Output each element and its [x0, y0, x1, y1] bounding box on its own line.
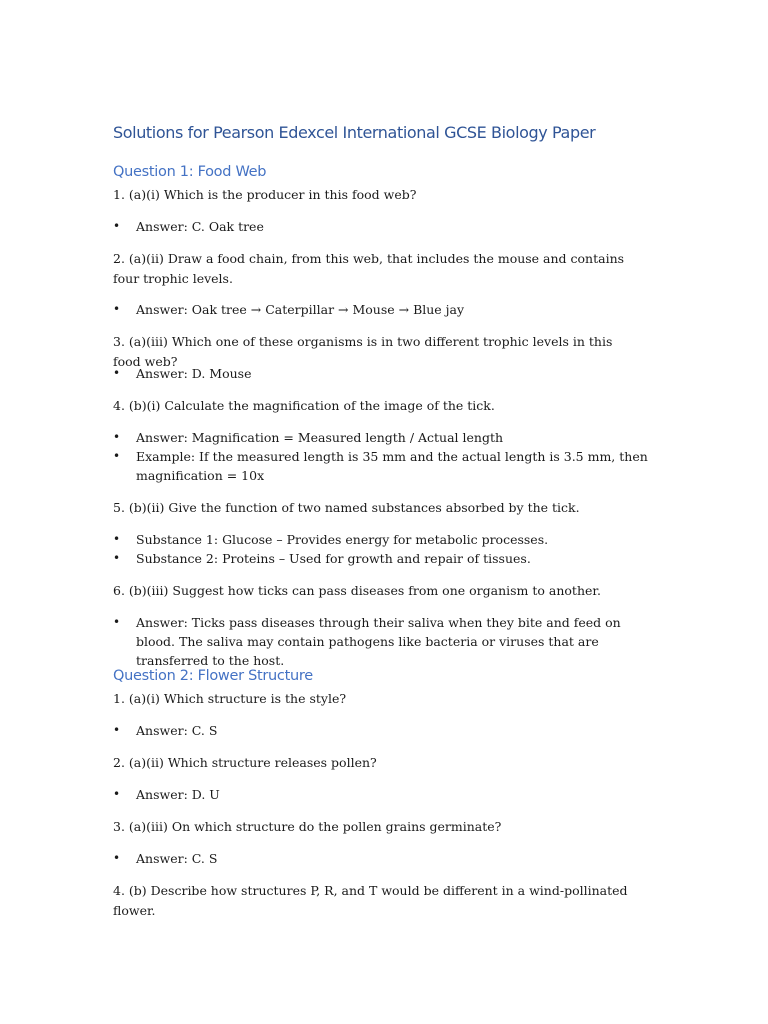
- section-heading-flower-structure: Question 2: Flower Structure: [113, 668, 313, 684]
- page-title: Solutions for Pearson Edexcel International GCSE Biology Paper: [113, 123, 596, 142]
- answer-text: Answer: Oak tree → Caterpillar → Mouse → Blue jay: [136, 302, 465, 317]
- question-text: 5. (b)(ii) Give the function of two named substances absorbed by the tick.: [113, 500, 580, 515]
- question-text: 6. (b)(iii) Suggest how ticks can pass diseases from one organism to another.: [113, 583, 601, 598]
- bullet-icon: •: [113, 787, 121, 801]
- answer-text: Answer: D. U: [136, 787, 220, 802]
- bullet-icon: •: [113, 723, 121, 737]
- bullet-icon: •: [113, 302, 121, 316]
- bullet-icon: •: [113, 219, 121, 233]
- answer-text: Example: If the measured length is 35 mm and the actual length is 3.5 mm, then magnification = 10x: [136, 449, 648, 483]
- question-text: 3. (a)(iii) Which one of these organisms is in two different trophic levels in this food web?: [113, 334, 613, 369]
- bullet-icon: •: [113, 366, 121, 380]
- question-text: 4. (b) Describe how structures P, R, and T would be different in a wind-pollinated flower.: [113, 883, 628, 918]
- bullet-icon: •: [113, 430, 121, 444]
- answer-text: Substance 1: Glucose – Provides energy for metabolic processes.: [136, 532, 549, 547]
- answer-text: Substance 2: Proteins – Used for growth and repair of tissues.: [136, 551, 531, 566]
- bullet-icon: •: [113, 851, 121, 865]
- section-heading-food-web: Question 1: Food Web: [113, 164, 267, 180]
- question-text: 1. (a)(i) Which structure is the style?: [113, 691, 347, 706]
- bullet-icon: •: [113, 449, 121, 463]
- question-text: 2. (a)(ii) Which structure releases pollen?: [113, 755, 377, 770]
- answer-text: Answer: C. S: [136, 723, 218, 738]
- answer-text: Answer: C. Oak tree: [136, 219, 264, 234]
- question-text: 2. (a)(ii) Draw a food chain, from this web, that includes the mouse and contains four trophic levels.: [113, 251, 625, 286]
- answer-text: Answer: D. Mouse: [136, 366, 252, 381]
- answer-text: Answer: Magnification = Measured length / Actual length: [136, 430, 504, 445]
- bullet-icon: •: [113, 615, 121, 629]
- answer-text: Answer: C. S: [136, 851, 218, 866]
- bullet-icon: •: [113, 532, 121, 546]
- question-text: 3. (a)(iii) On which structure do the pollen grains germinate?: [113, 819, 502, 834]
- answer-text: Answer: Ticks pass diseases through their saliva when they bite and feed on blood. The saliva may contain pathogens like bacteria or viruses that are transferred to the host.: [136, 615, 621, 668]
- bullet-icon: •: [113, 551, 121, 565]
- question-text: 4. (b)(i) Calculate the magnification of the image of the tick.: [113, 398, 495, 413]
- question-text: 1. (a)(i) Which is the producer in this food web?: [113, 187, 417, 202]
